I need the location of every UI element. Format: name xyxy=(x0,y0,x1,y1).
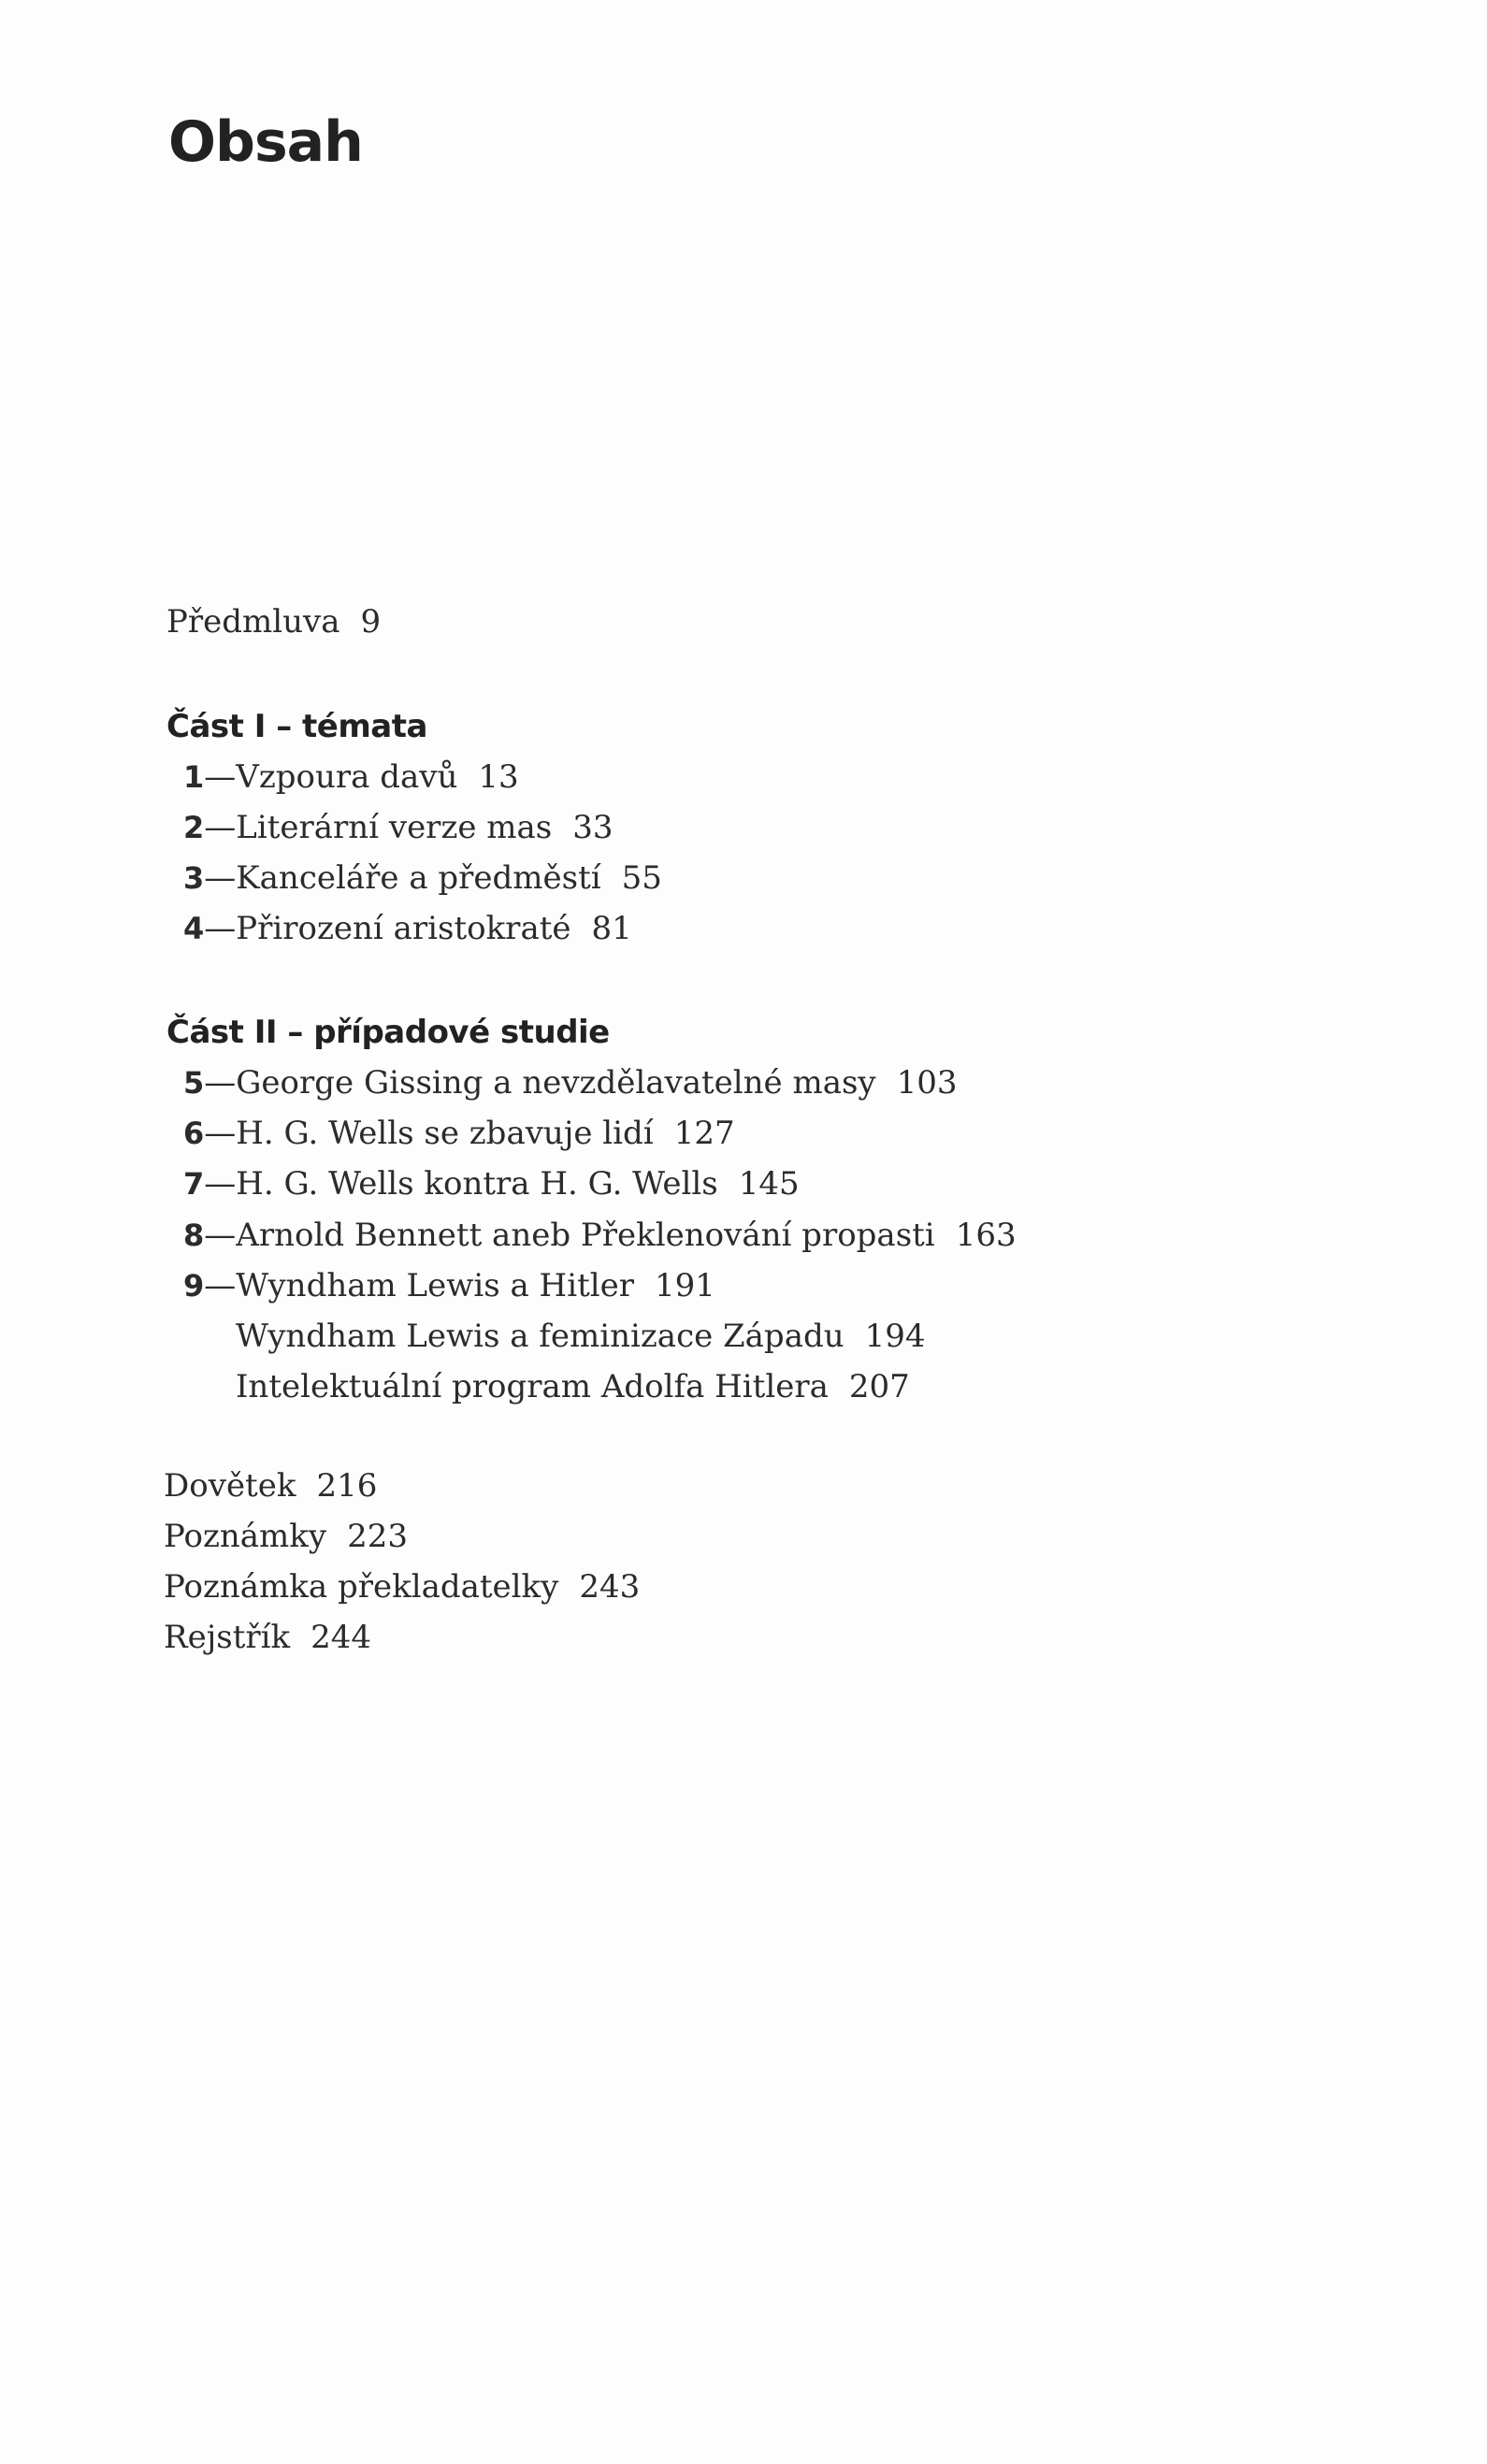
entry-page: 103 xyxy=(896,1064,958,1102)
entry-label: Vzpoura davů xyxy=(236,758,458,796)
entry-page: 223 xyxy=(347,1518,409,1555)
chapter-number: 7 xyxy=(183,1166,205,1202)
entry-page: 207 xyxy=(848,1368,910,1405)
toc-entry-chapter-6: 6—H. G. Wells se zbavuje lidí 127 xyxy=(183,1115,735,1152)
toc-entry-chapter-4: 4—Přirození aristokraté 81 xyxy=(183,910,632,947)
entry-page: 216 xyxy=(316,1467,378,1505)
entry-page: 33 xyxy=(572,809,614,846)
entry-page: 55 xyxy=(621,859,662,897)
chapter-number: 2 xyxy=(183,810,205,845)
entry-page: 81 xyxy=(591,910,632,947)
entry-page: 163 xyxy=(955,1217,1017,1254)
entry-label: H. G. Wells se zbavuje lidí xyxy=(236,1115,654,1152)
entry-label: Poznámky xyxy=(164,1518,327,1555)
toc-entry-chapter-8: 8—Arnold Bennett aneb Překlenování propasti 163 xyxy=(183,1217,1017,1254)
toc-entry-afterword xyxy=(164,1467,378,1505)
entry-label: George Gissing a nevzdělavatelné masy xyxy=(236,1064,876,1102)
toc-entry-chapter-7: 7—H. G. Wells kontra H. G. Wells 145 xyxy=(183,1165,800,1203)
entry-label: Kanceláře a předměstí xyxy=(236,859,601,897)
entry-page: 145 xyxy=(738,1165,800,1203)
toc-entry-preface xyxy=(166,603,382,641)
part-2-heading: Část II – případové studie xyxy=(166,1014,610,1051)
toc-entry-notes xyxy=(164,1518,409,1555)
entry-label: Arnold Bennett aneb Překlenování propasti xyxy=(236,1217,935,1254)
toc-entry-subsection-1 xyxy=(236,1318,926,1355)
toc-entry-index xyxy=(164,1619,372,1656)
chapter-number: 5 xyxy=(183,1065,205,1101)
entry-label: Wyndham Lewis a feminizace Západu xyxy=(236,1318,845,1355)
entry-page: 9 xyxy=(360,603,382,641)
page-title: Obsah xyxy=(168,109,363,175)
entry-page: 13 xyxy=(478,758,519,796)
entry-label: Poznámka překladatelky xyxy=(164,1568,559,1606)
entry-page: 244 xyxy=(310,1619,372,1656)
chapter-number: 4 xyxy=(183,911,205,946)
toc-entry-chapter-5: 5—George Gissing a nevzdělavatelné masy 103 xyxy=(183,1064,958,1102)
entry-label: Předmluva xyxy=(166,603,340,641)
toc-entry-chapter-9: 9—Wyndham Lewis a Hitler 191 xyxy=(183,1267,715,1304)
entry-label: Přirození aristokraté xyxy=(236,910,571,947)
chapter-number: 6 xyxy=(183,1116,205,1151)
entry-label: Literární verze mas xyxy=(236,809,553,846)
chapter-number: 3 xyxy=(183,860,205,896)
part-1-heading: Část I – témata xyxy=(166,708,427,745)
toc-entry-chapter-1: 1—Vzpoura davů 13 xyxy=(183,758,519,796)
chapter-number: 1 xyxy=(183,759,205,795)
entry-label: Dovětek xyxy=(164,1467,296,1505)
entry-page: 191 xyxy=(655,1267,715,1304)
entry-page: 127 xyxy=(673,1115,735,1152)
entry-label: Wyndham Lewis a Hitler xyxy=(236,1267,634,1304)
chapter-number: 8 xyxy=(183,1218,205,1253)
toc-entry-translator-note xyxy=(164,1568,641,1606)
entry-page: 194 xyxy=(864,1318,926,1355)
toc-entry-chapter-3: 3—Kanceláře a předměstí 55 xyxy=(183,859,662,897)
toc-entry-chapter-2: 2—Literární verze mas 33 xyxy=(183,809,614,846)
toc-entry-subsection-2 xyxy=(236,1368,910,1405)
entry-label: Rejstřík xyxy=(164,1619,291,1656)
entry-page: 243 xyxy=(579,1568,641,1606)
chapter-number: 9 xyxy=(183,1268,205,1304)
entry-label: Intelektuální program Adolfa Hitlera xyxy=(236,1368,829,1405)
entry-label: H. G. Wells kontra H. G. Wells xyxy=(236,1165,718,1203)
